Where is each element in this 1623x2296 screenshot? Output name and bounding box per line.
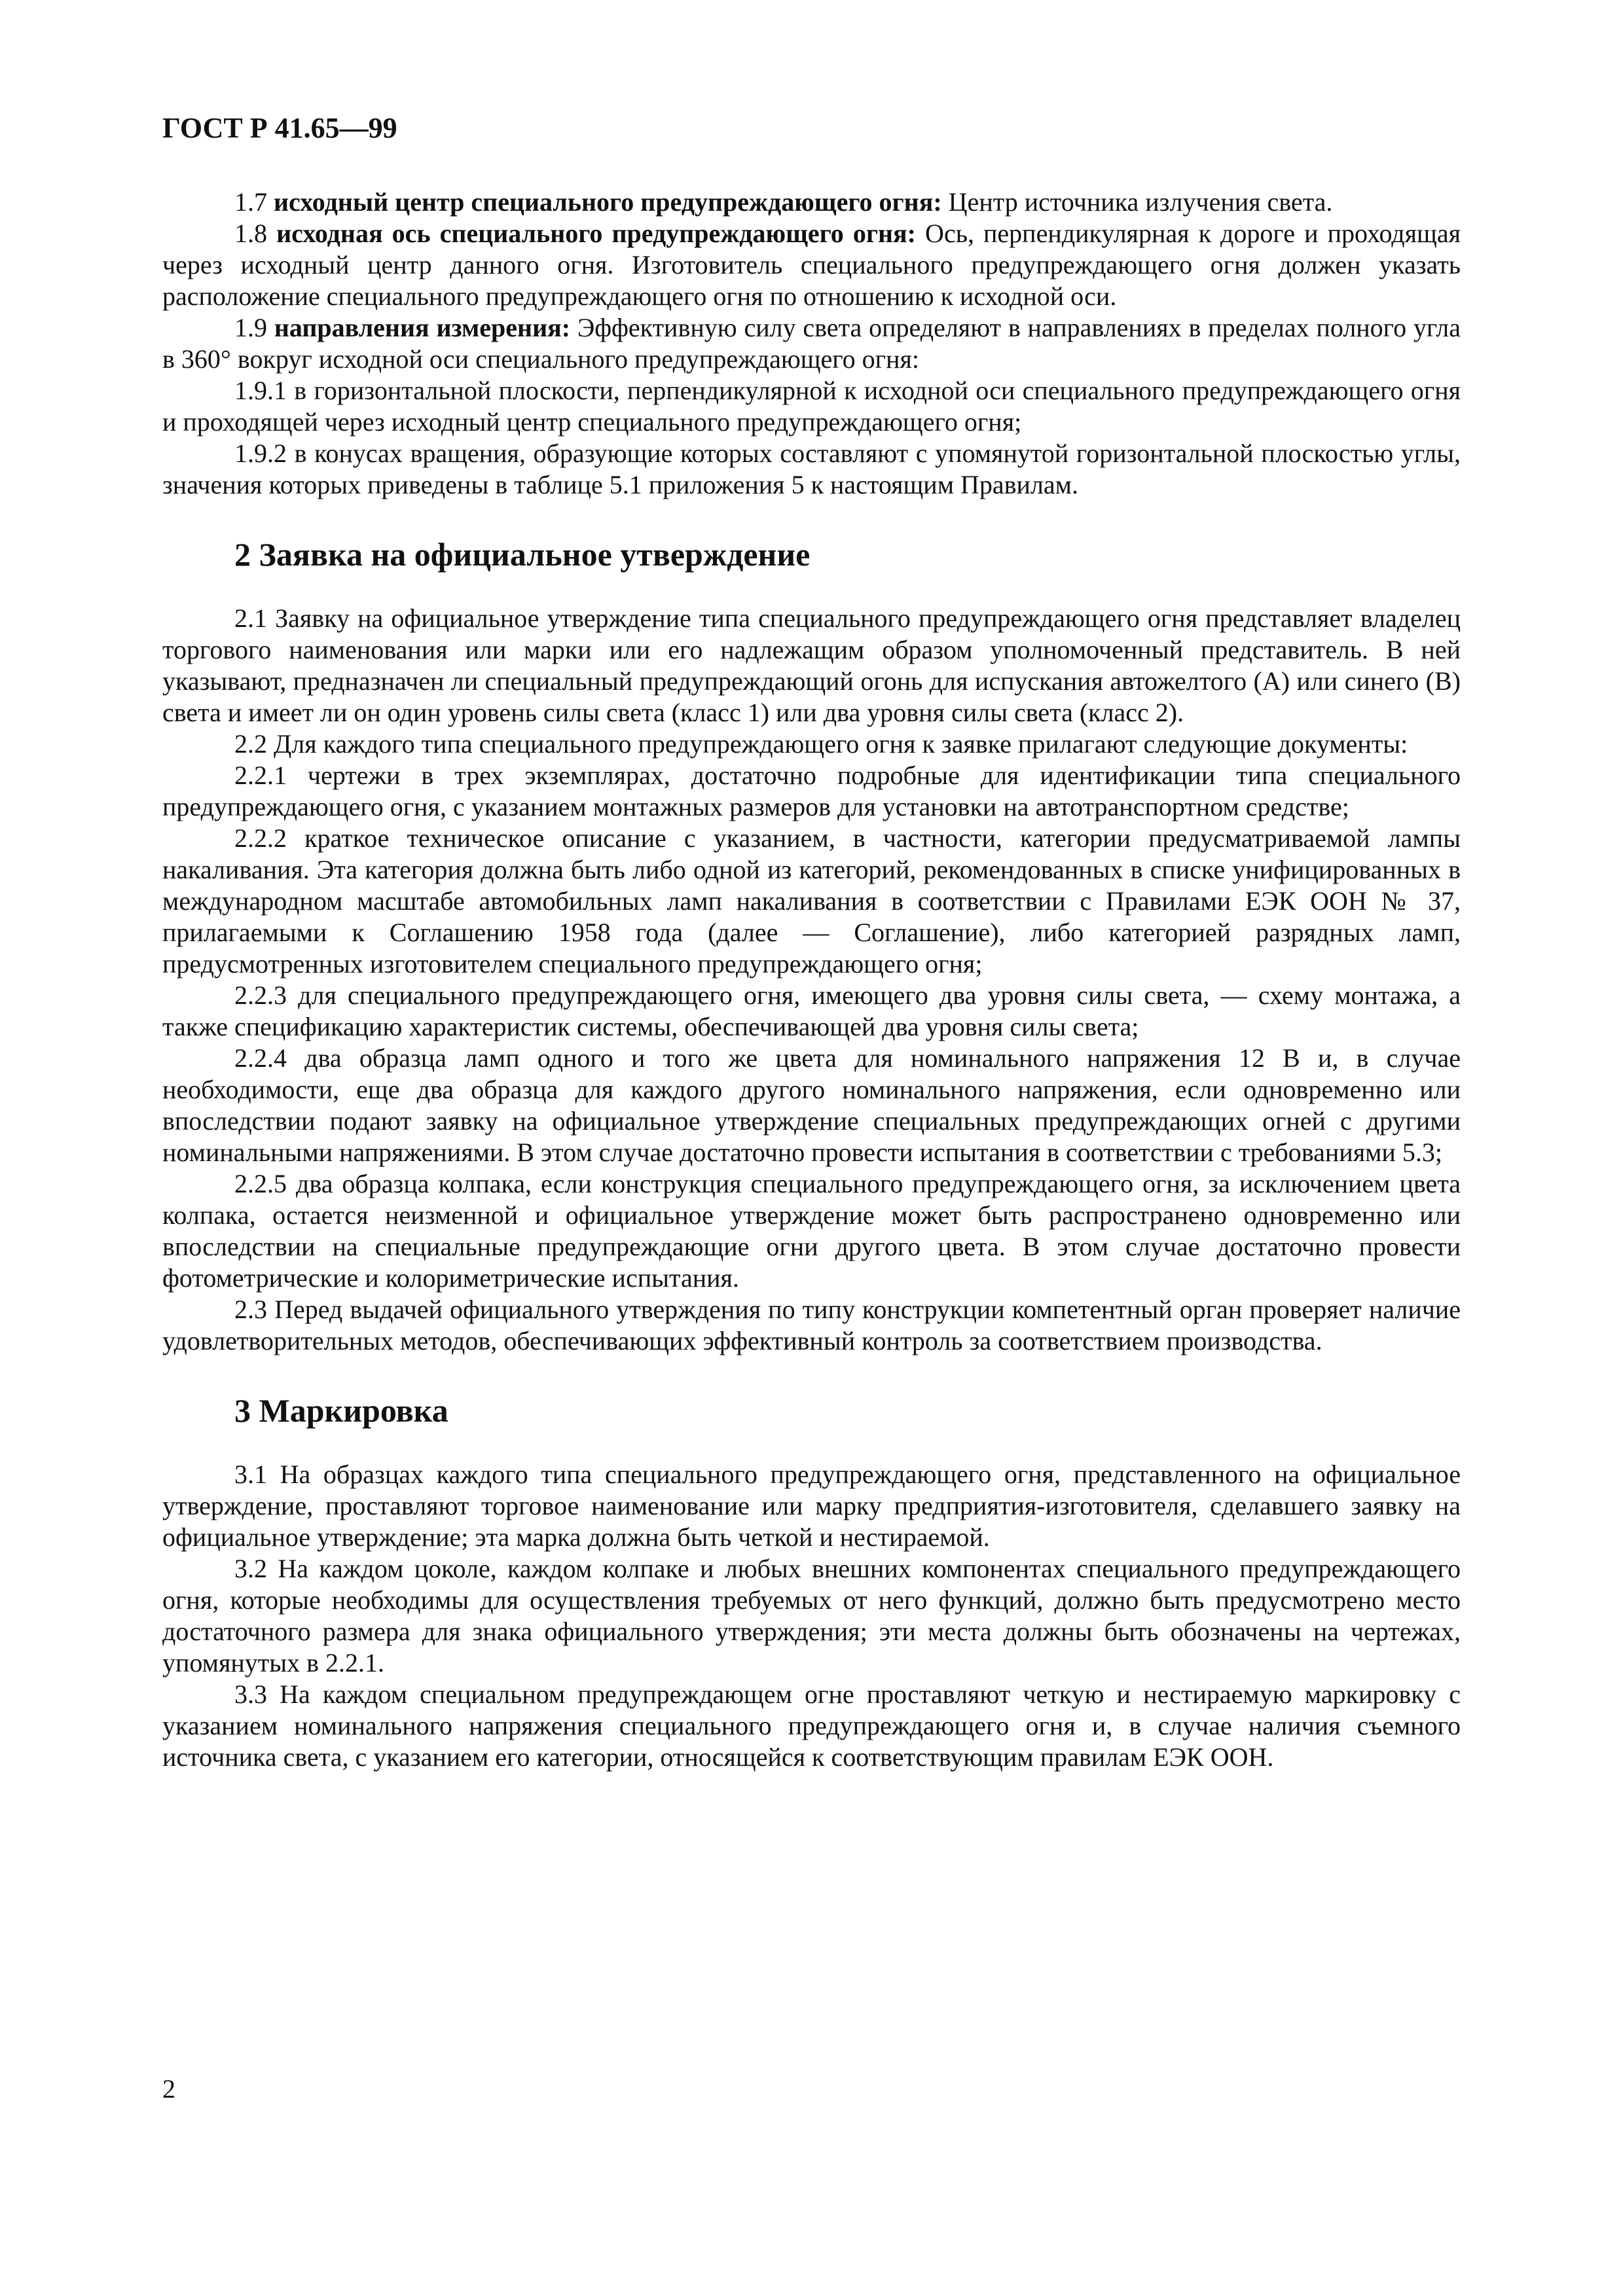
- clause-text: Ось, перпендикулярная к дороге и проходящая через исходный центр данного огня. Изготовитель специального предупреждающего огня должен указать расположение специального предупреждающего огня по отношению к исходной оси.: [162, 219, 1461, 311]
- clause-text: Эффективную силу света определяют в направлениях в пределах полного угла в 360° вокруг исходной оси специального предупреждающего огня:: [162, 313, 1461, 374]
- clause-text: Центр источника излучения света.: [941, 187, 1333, 217]
- clause-term: направления измерения:: [274, 313, 571, 342]
- clause-2-2-1: 2.2.1 чертежи в трех экземплярах, достаточно подробные для идентификации типа специального предупреждающего огня, с указанием монтажных размеров для установки на автотранспортном средстве;: [162, 761, 1461, 821]
- page-number: 2: [162, 2074, 175, 2104]
- clause-2-2-3: 2.2.3 для специального предупреждающего огня, имеющего два уровня силы света, — схему монтажа, а также спецификацию характеристик системы, обеспечивающей два уровня силы света;: [162, 980, 1461, 1041]
- clause-number: 1.9: [234, 313, 274, 342]
- clause-2-2-5: 2.2.5 два образца колпака, если конструкция специального предупреждающего огня, за исключением цвета колпака, остается неизменной и официальное утверждение может быть распространено одновременно или впоследствии на специальные предупреждающие огни другого цвета. В этом случае достаточно провести фотометрические и колориметрические испытания.: [162, 1169, 1461, 1293]
- clause-number: 1.9.2: [234, 439, 295, 468]
- section-3-heading: 3 Маркировка: [234, 1392, 448, 1429]
- document-body: [162, 187, 1461, 1773]
- clause-2-2-4: 2.2.4 два образца ламп одного и того же цвета для номинального напряжения 12 В и, в случае необходимости, еще два образца для каждого другого номинального напряжения, если одновременно или впоследствии подают заявку на официальное утверждение специальных предупреждающих огней с другими номинальными напряжениями. В этом случае достаточно провести испытания в соответствии с требованиями 5.3;: [162, 1043, 1461, 1167]
- clause-term: исходный центр специального предупреждающего огня:: [274, 187, 942, 217]
- document-code: ГОСТ Р 41.65—99: [162, 112, 397, 144]
- clause-3-2: 3.2 На каждом цоколе, каждом колпаке и любых внешних компонентах специального предупреждающего огня, которые необходимы для осуществления требуемых от него функций, должно быть предусмотрено место достаточного размера для знака официального утверждения; эти места должны быть обозначены на чертежах, упомянутых в 2.2.1.: [162, 1554, 1461, 1677]
- clause-1-7: [162, 187, 1461, 218]
- clause-2-3: 2.3 Перед выдачей официального утверждения по типу конструкции компетентный орган проверяет наличие удовлетворительных методов, обеспечивающих эффективный контроль за соответствием производства.: [162, 1295, 1461, 1355]
- clause-3-3: 3.3 На каждом специальном предупреждающем огне проставляют четкую и нестираемую маркировку с указанием номинального напряжения специального предупреждающего огня и, в случае наличия съемного источника света, с указанием его категории, относящейся к соответствующим правилам ЕЭК ООН.: [162, 1679, 1461, 1772]
- clause-text: в горизонтальной плоскости, перпендикулярной к исходной оси специального предупреждающего огня и проходящей через исходный центр специального предупреждающего огня;: [162, 376, 1461, 437]
- clause-text: в конусах вращения, образующие которых составляют с упомянутой горизонтальной плоскостью углы, значения которых приведены в таблице 5.1 приложения 5 к настоящим Правилам.: [162, 439, 1461, 499]
- clause-number: 1.9.1: [234, 376, 295, 405]
- clause-2-2-2: 2.2.2 краткое техническое описание с указанием, в частности, категории предусматриваемой лампы накаливания. Эта категория должна быть либо одной из категорий, рекомендованных в списке унифицированных в международном масштабе автомобильных ламп накаливания в соответствии с Правилами ЕЭК ООН № 37, прилагаемыми к Соглашению 1958 года (далее — Соглашение), либо категорией разрядных ламп, предусмотренных изготовителем специального предупреждающего огня;: [162, 823, 1461, 978]
- clause-number: 1.7: [234, 187, 274, 217]
- clause-number: 1.8: [234, 219, 277, 248]
- clause-1-9-1: [162, 375, 1461, 438]
- clause-term: исходная ось специального предупреждающего огня:: [276, 219, 916, 248]
- clause-1-8: [162, 218, 1461, 312]
- section-2-heading: 2 Заявка на официальное утверждение: [234, 536, 811, 573]
- clause-1-9: [162, 312, 1461, 375]
- clause-3-1: 3.1 На образцах каждого типа специального предупреждающего огня, представленного на официальное утверждение, проставляют торговое наименование или марку предприятия-изготовителя, сделавшего заявку на официальное утверждение; эта марка должна быть четкой и нестираемой.: [162, 1460, 1461, 1552]
- clause-2-1: 2.1 Заявку на официальное утверждение типа специального предупреждающего огня представляет владелец торгового наименования или марки или его надлежащим образом уполномоченный представитель. В ней указывают, предназначен ли специальный предупреждающий огонь для испускания автожелтого (А) или синего (В) света и имеет ли он один уровень силы света (класс 1) или два уровня силы света (класс 2).: [162, 603, 1461, 727]
- clause-2-2: 2.2 Для каждого типа специального предупреждающего огня к заявке прилагают следующие документы:: [234, 729, 1408, 759]
- clause-1-9-2: [162, 438, 1461, 501]
